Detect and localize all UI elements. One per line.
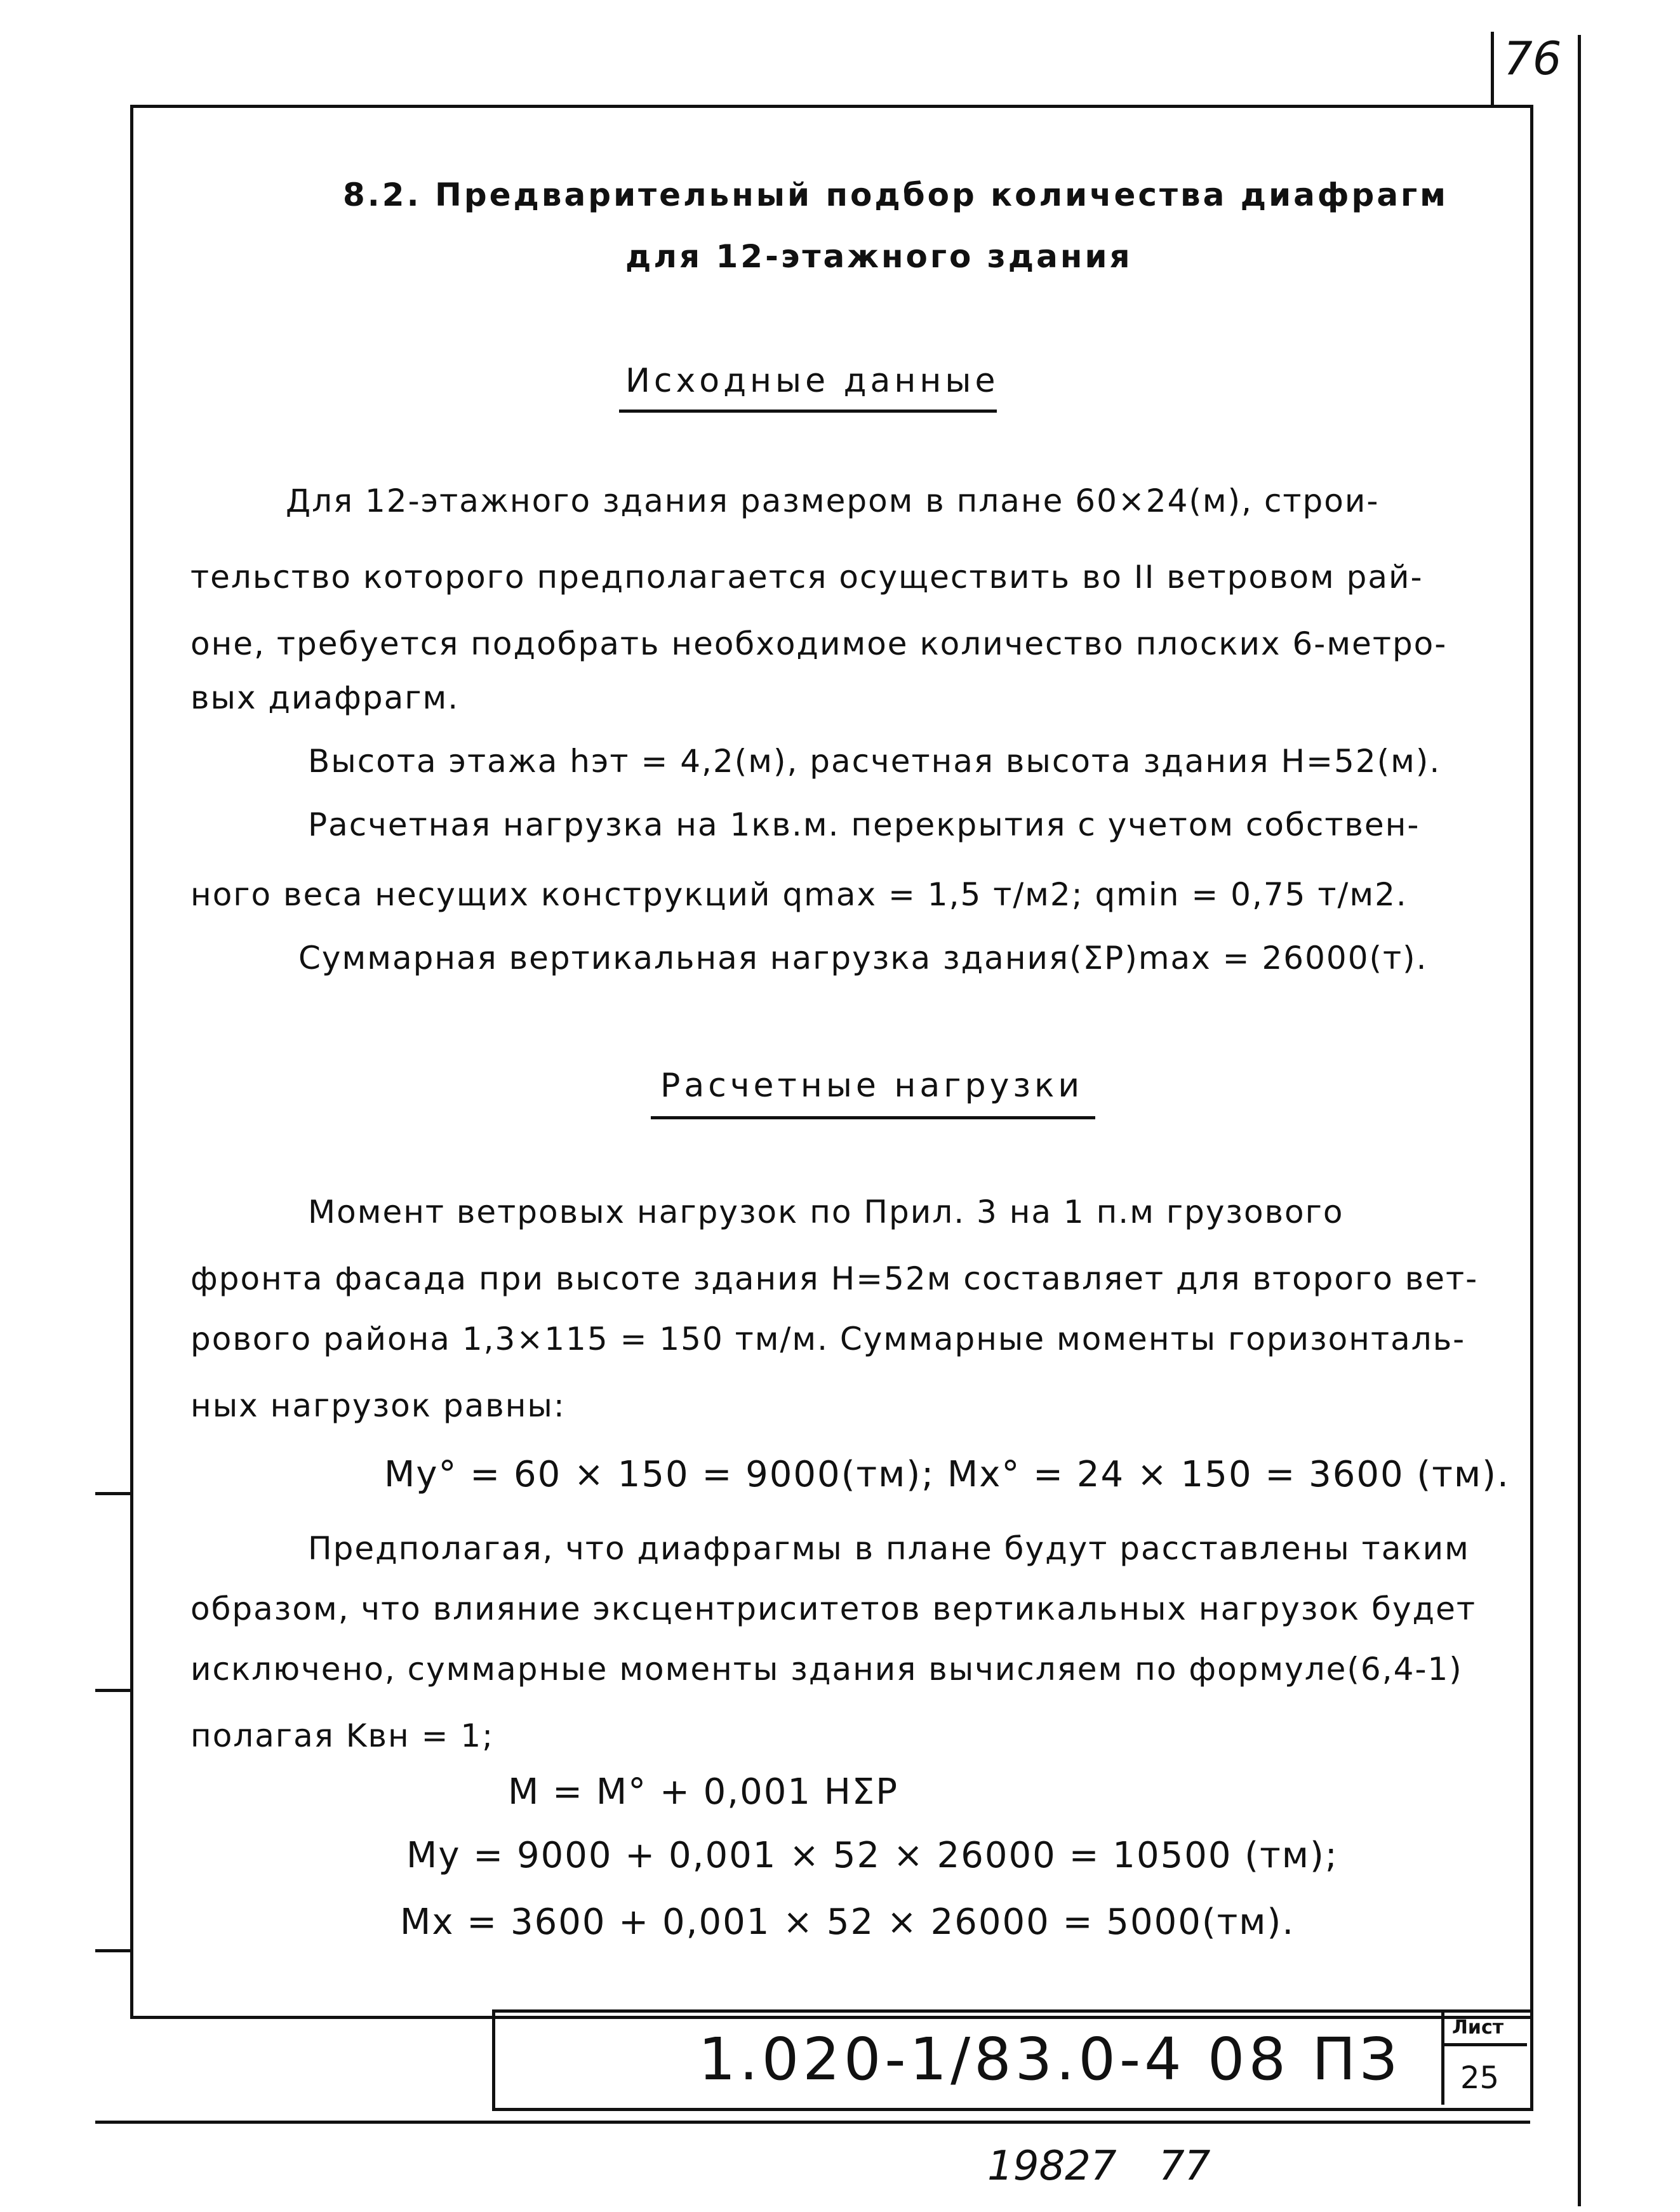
title-block-divider — [1441, 2013, 1444, 2105]
footer-number: 19827 — [987, 2143, 1117, 2190]
equation-line: Mx = 3600 + 0,001 × 52 × 26000 = 5000(тм). — [400, 1902, 1295, 1943]
heading-initial-data: Исходные данные — [625, 362, 999, 400]
equation-line: My = 9000 + 0,001 × 52 × 26000 = 10500 (тм); — [406, 1835, 1338, 1876]
paragraph-line: Расчетная нагрузка на 1кв.м. перекрытия с учетом собствен- — [308, 806, 1420, 843]
bottom-line — [95, 2121, 1530, 2124]
title-block-divider — [1444, 2043, 1527, 2046]
paragraph-line: полагая Kвн = 1; — [190, 1717, 495, 1754]
paragraph-line: Высота этажа hэт = 4,2(м), расчетная высота здания H=52(м). — [308, 743, 1441, 780]
paragraph-line: Суммарная вертикальная нагрузка здания(ΣP)max = 26000(т). — [298, 940, 1428, 976]
paragraph-line: Предполагая, что диафрагмы в плане будут расставлены таким — [308, 1530, 1470, 1567]
paragraph-line: ного веса несущих конструкций qmax = 1,5 т/м2; qmin = 0,75 т/м2. — [190, 876, 1408, 913]
margin-tick — [95, 1492, 133, 1495]
page-number-divider — [1491, 32, 1494, 105]
section-title: 8.2. Предварительный подбор количества диафрагм — [343, 177, 1449, 213]
paragraph-line: рового района 1,3×115 = 150 тм/м. Суммарные моменты горизонталь- — [190, 1321, 1466, 1357]
paragraph-line: тельство которого предполагается осуществить во II ветровом рай- — [190, 559, 1423, 596]
right-margin-line — [1578, 35, 1581, 2206]
footer-sheet: 77 — [1159, 2143, 1211, 2190]
margin-tick — [95, 1949, 133, 1952]
heading-initial-underline — [619, 410, 997, 413]
paragraph-line: ных нагрузок равны: — [190, 1387, 566, 1424]
paragraph-line: Для 12-этажного здания размером в плане 60×24(м), строи- — [286, 483, 1380, 519]
paragraph-line: фронта фасада при высоте здания H=52м составляет для второго вет- — [190, 1260, 1479, 1297]
paragraph-line: Момент ветровых нагрузок по Прил. 3 на 1 п.м грузового — [308, 1194, 1344, 1230]
sheet-label: Лист — [1452, 2016, 1504, 2039]
heading-loads-underline — [651, 1116, 1095, 1119]
equation-line: My° = 60 × 150 = 9000(тм); Mx° = 24 × 150 = 3600 (тм). — [384, 1454, 1510, 1495]
sheet-number: 25 — [1460, 2060, 1500, 2096]
paragraph-line: исключено, суммарные моменты здания вычисляем по формуле(6,4-1) — [190, 1651, 1463, 1688]
page-number: 76 — [1503, 32, 1562, 85]
margin-tick — [95, 1689, 133, 1692]
equation-line: M = M° + 0,001 HΣP — [508, 1771, 899, 1813]
paragraph-line: образом, что влияние эксцентриситетов вертикальных нагрузок будет — [190, 1590, 1476, 1627]
heading-design-loads: Расчетные нагрузки — [660, 1067, 1084, 1105]
paragraph-line: вых диафрагм. — [190, 679, 460, 716]
paragraph-line: оне, требуется подобрать необходимое количество плоских 6-метро- — [190, 625, 1448, 662]
section-subtitle: для 12-этажного здания — [625, 238, 1133, 275]
document-code: 1.020-1/83.0-4 08 ПЗ — [698, 2025, 1401, 2093]
